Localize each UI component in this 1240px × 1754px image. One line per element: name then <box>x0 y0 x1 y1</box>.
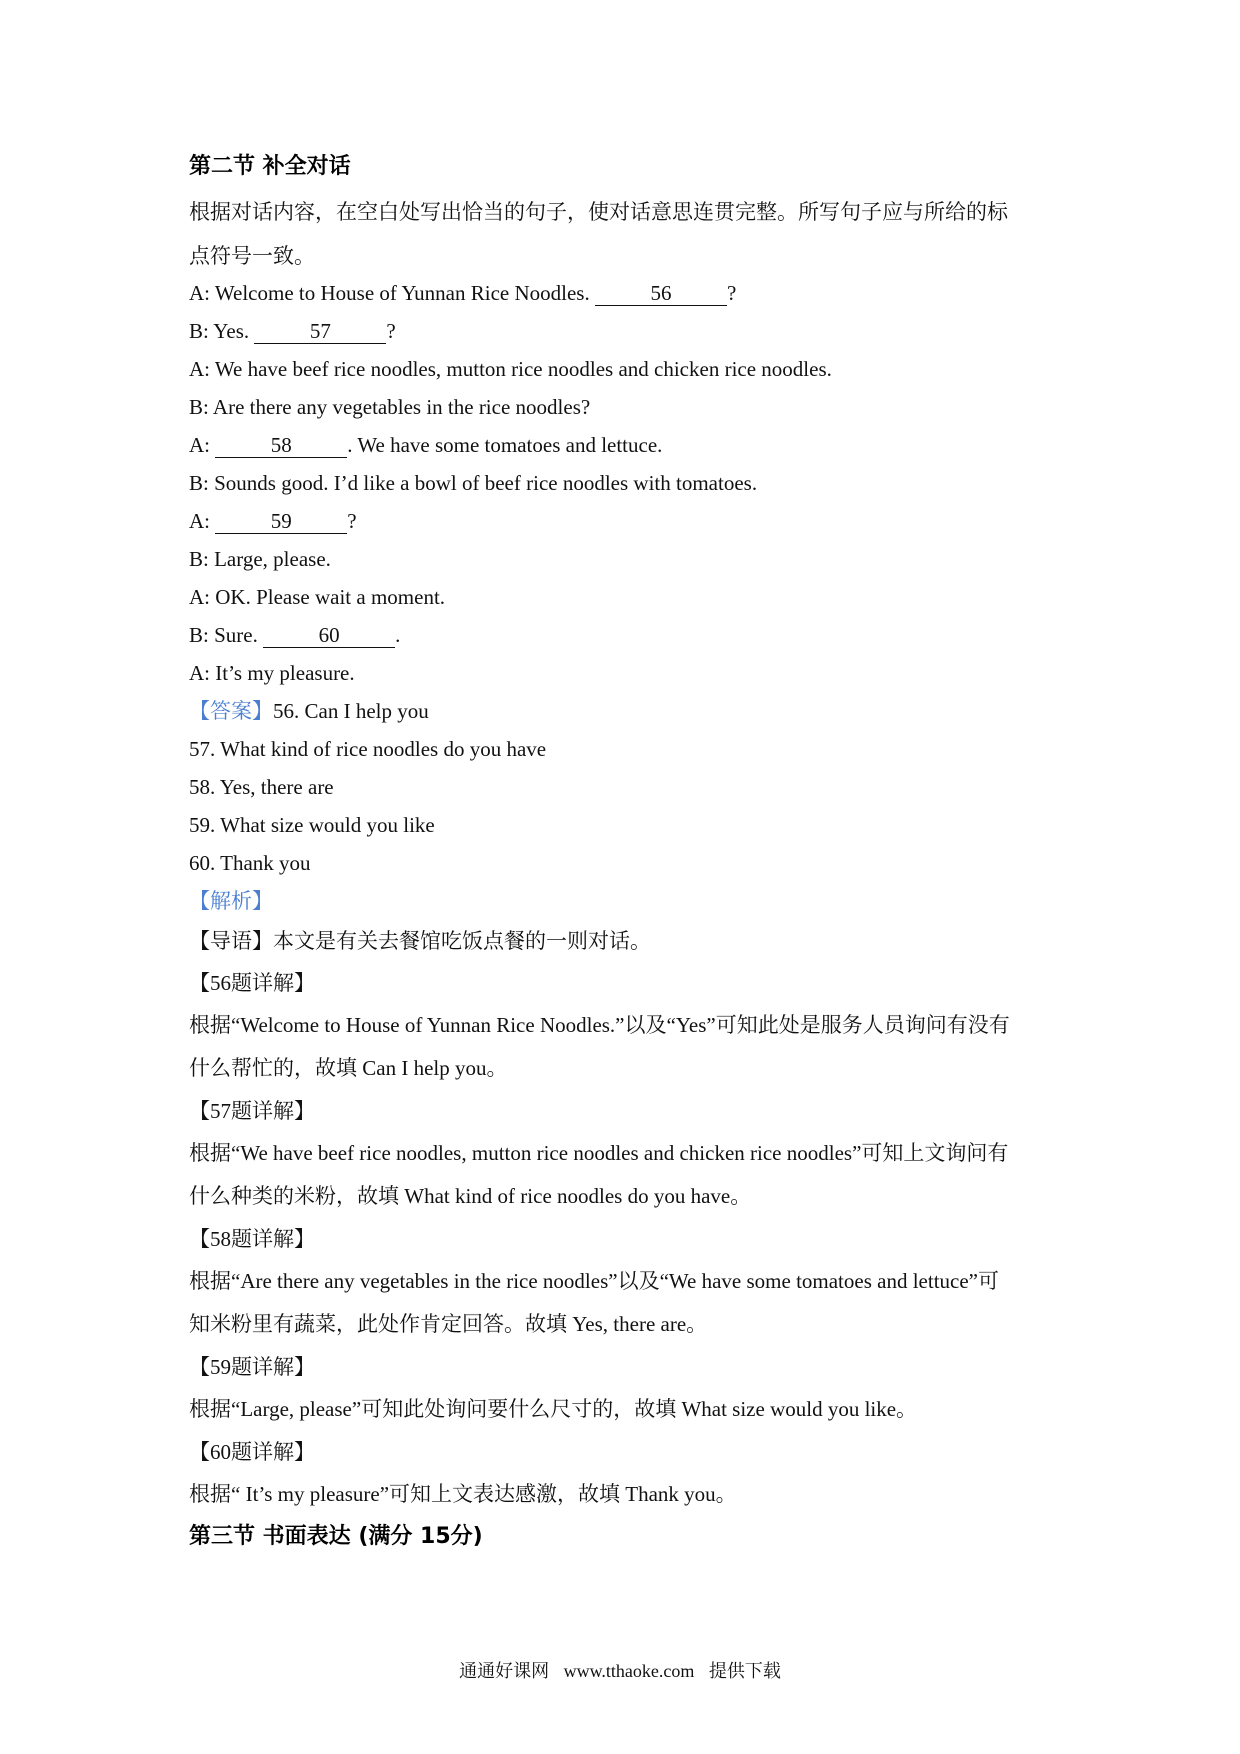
detail-56-heading: 【56题详解】 <box>189 971 315 995</box>
dialogue-line: B: Sounds good. I’d like a bowl of beef rice noodles with tomatoes. <box>189 471 758 495</box>
answer-58: 58. Yes, there are <box>189 775 334 799</box>
detail-60-text: 根据“ It’s my pleasure”可知上文表达感激，故填 Thank you。 <box>189 1482 737 1506</box>
dialogue-punct: ? <box>386 319 396 343</box>
dialogue-line: A: OK. Please wait a moment. <box>189 585 446 609</box>
footer-url[interactable]: www.tthaoke.com <box>563 1661 695 1681</box>
page-content <box>189 150 1059 1560</box>
analysis-intro: 【导语】本文是有关去餐馆吃饭点餐的一则对话。 <box>189 929 651 953</box>
dialogue-line <box>189 502 1059 540</box>
blank-56: 56 <box>595 281 727 306</box>
dialogue-text: A: Welcome to House of Yunnan Rice Noodles. <box>189 281 595 305</box>
dialogue-text: B: Yes. <box>189 319 255 343</box>
detail-57-heading: 【57题详解】 <box>189 1099 315 1123</box>
dialogue-line <box>189 616 1059 654</box>
dialogue-punct: ? <box>347 509 357 533</box>
dialogue-text: . We have some tomatoes and lettuce. <box>347 433 663 457</box>
detail-60-heading: 【60题详解】 <box>189 1440 315 1464</box>
answer-59: 59. What size would you like <box>189 813 435 837</box>
detail-58-text: 根据“Are there any vegetables in the rice noodles”以及“We have some tomatoes and lettuce”可 <box>189 1269 999 1293</box>
detail-58-heading: 【58题详解】 <box>189 1227 315 1251</box>
dialogue-line <box>189 426 1059 464</box>
dialogue-punct: . <box>395 623 401 647</box>
dialogue-line <box>189 274 1059 312</box>
detail-56-text: 什么帮忙的，故填 Can I help you。 <box>189 1056 508 1080</box>
blank-59: 59 <box>215 509 347 534</box>
blank-58: 58 <box>215 433 347 458</box>
detail-59-heading: 【59题详解】 <box>189 1355 315 1379</box>
dialogue-line: B: Are there any vegetables in the rice noodles? <box>189 395 591 419</box>
section2-heading: 第二节 补全对话 <box>189 154 351 179</box>
dialogue-text: B: Sure. <box>189 623 264 647</box>
detail-56-text: 根据“Welcome to House of Yunnan Rice Noodles.”以及“Yes”可知此处是服务人员询问有没有 <box>189 1013 1010 1037</box>
dialogue <box>189 274 1059 692</box>
blank-57: 57 <box>254 319 386 344</box>
dialogue-line: A: We have beef rice noodles, mutton rice noodles and chicken rice noodles. <box>189 357 832 381</box>
answer-57: 57. What kind of rice noodles do you have <box>189 737 547 761</box>
answer-56: 56. Can I help you <box>273 699 429 723</box>
instruction-line-2: 点符号一致。 <box>189 244 315 268</box>
dialogue-line <box>189 312 1059 350</box>
detail-57-text: 什么种类的米粉，故填 What kind of rice noodles do you have。 <box>189 1184 752 1208</box>
answers-block <box>189 692 1059 920</box>
instruction-line-1: 根据对话内容，在空白处写出恰当的句子，使对话意思连贯完整。所写句子应与所给的标 <box>189 200 1008 224</box>
dialogue-text: A: <box>189 509 216 533</box>
analysis-tag: 【解析】 <box>189 889 273 913</box>
dialogue-line: B: Large, please. <box>189 547 331 571</box>
analysis-block <box>189 920 1059 1516</box>
answer-tag: 【答案】 <box>189 699 273 723</box>
dialogue-line: A: It’s my pleasure. <box>189 661 355 685</box>
section3-heading: 第三节 书面表达 (满分 15分) <box>189 1524 483 1549</box>
answer-56-line <box>189 692 1059 730</box>
answer-60: 60. Thank you <box>189 851 311 875</box>
blank-60: 60 <box>263 623 395 648</box>
dialogue-punct: ? <box>726 281 737 305</box>
footer-suffix: 提供下载 <box>708 1661 781 1681</box>
detail-57-text: 根据“We have beef rice noodles, mutton rice noodles and chicken rice noodles”可知上文询问有 <box>189 1141 1009 1165</box>
detail-59-text: 根据“Large, please”可知此处询问要什么尺寸的，故填 What size would you like。 <box>189 1397 918 1421</box>
dialogue-text: A: <box>189 433 216 457</box>
footer-site-name: 通通好课网 <box>459 1661 550 1681</box>
detail-58-text: 知米粉里有蔬菜，此处作肯定回答。故填 Yes, there are。 <box>189 1312 708 1336</box>
page-footer <box>0 1658 1240 1684</box>
